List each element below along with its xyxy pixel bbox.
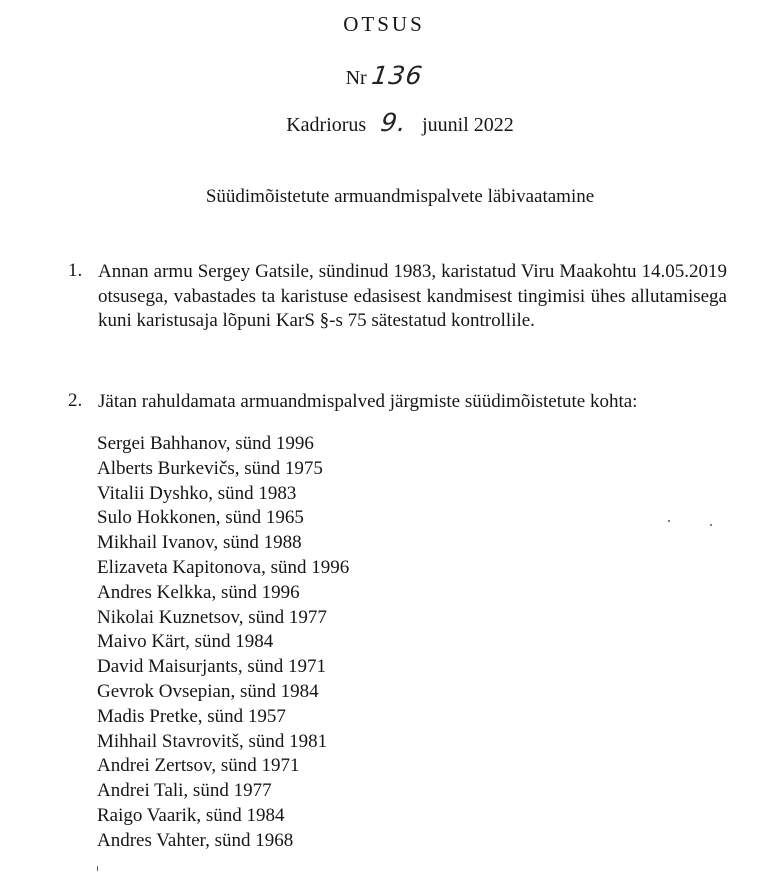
place-date-line xyxy=(0,108,768,137)
list-item: Andres Kelkka, sünd 1996 xyxy=(97,581,300,603)
handwritten-number: 136 xyxy=(369,61,425,90)
date-rest: juunil 2022 xyxy=(422,114,514,136)
list-item: Vitalii Dyshko, sünd 1983 xyxy=(97,482,297,504)
list-item: Sulo Hokkonen, sünd 1965 xyxy=(97,507,304,529)
list-item: Elizaveta Kapitonova, sünd 1996 xyxy=(97,556,350,578)
list-item: Raigo Vaarik, sünd 1984 xyxy=(97,804,285,826)
scan-speck xyxy=(97,866,98,871)
document-subject: Süüdimõistetute armuandmispalvete läbivaatamine xyxy=(205,186,595,207)
list-item: Maivo Kärt, sünd 1984 xyxy=(97,631,274,653)
list-item: Nikolai Kuznetsov, sünd 1977 xyxy=(97,606,327,628)
scan-speck xyxy=(668,520,670,522)
list-item: Alberts Burkevičs, sünd 1975 xyxy=(97,457,323,479)
document-title: OTSUS xyxy=(343,12,425,36)
list-item: Andrei Zertsov, sünd 1971 xyxy=(97,755,300,777)
list-item: Andrei Tali, sünd 1977 xyxy=(97,780,272,802)
place: Kadriorus xyxy=(286,114,367,136)
list-item: Andres Vahter, sünd 1968 xyxy=(97,829,294,851)
list-item: Madis Pretke, sünd 1957 xyxy=(97,705,286,727)
scan-speck xyxy=(710,524,712,526)
item-text: Jätan rahuldamata armuandmispalved järgmiste süüdimõistetute kohta: xyxy=(98,391,638,412)
list-item: Mihhail Stavrovitš, sünd 1981 xyxy=(97,730,328,752)
list-item: Sergei Bahhanov, sünd 1996 xyxy=(97,433,314,454)
list-item: Gevrok Ovsepian, sünd 1984 xyxy=(97,680,319,702)
handwritten-day: 9. xyxy=(379,108,410,137)
number-prefix: Nr xyxy=(345,67,367,89)
item-number: 2. xyxy=(68,390,83,411)
list-item: Mikhail Ivanov, sünd 1988 xyxy=(97,532,302,554)
item-text: Annan armu Sergey Gatsile, sündinud 1983, karistatud Viru Maakohtu 14.05.2019 otsusega, vabastades ta karistuse edasisest kandmisest tingimisi ühes allutamisega kuni karistusaja lõpuni KarS §-s 75 sätestatud kontrollile. xyxy=(98,261,727,331)
list-item: David Maisurjants, sünd 1971 xyxy=(97,656,327,678)
rejected-names-list xyxy=(97,432,349,854)
item-number: 1. xyxy=(68,260,83,281)
decision-number xyxy=(0,61,768,90)
